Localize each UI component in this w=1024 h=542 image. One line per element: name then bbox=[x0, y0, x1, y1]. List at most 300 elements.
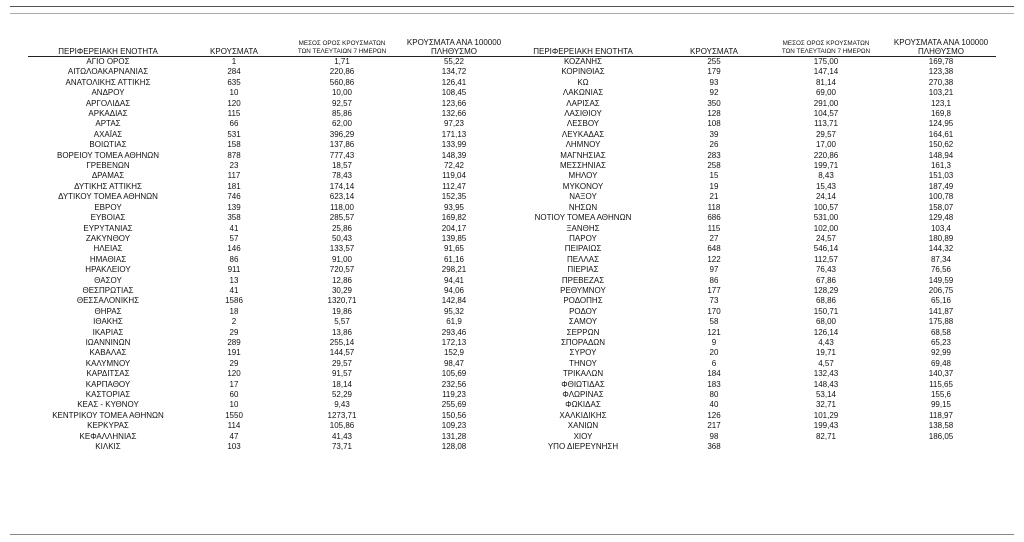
cell-avg7: 112,57 bbox=[814, 254, 838, 264]
cell-cases: 66 bbox=[229, 119, 239, 129]
cell-cases: 115 bbox=[227, 109, 241, 119]
cell-region: ΚΟΡΙΝΘΙΑΣ bbox=[561, 67, 605, 77]
cell-cases: 170 bbox=[707, 306, 721, 316]
cell-per100k: 169,78 bbox=[928, 57, 954, 66]
cell-region: ΕΥΡΥΤΑΝΙΑΣ bbox=[83, 223, 133, 233]
table-row bbox=[28, 328, 504, 338]
cell-region: ΕΥΒΟΙΑΣ bbox=[90, 213, 126, 223]
table-row bbox=[504, 151, 996, 161]
cell-per100k: 131,28 bbox=[441, 431, 467, 441]
cell-cases: 41 bbox=[229, 285, 239, 295]
table-row bbox=[28, 307, 504, 317]
table-row bbox=[28, 213, 504, 223]
cell-per100k: 151,03 bbox=[928, 171, 954, 181]
header-region: ΠΕΡΙΦΕΡΕΙΑΚΗ ΕΝΟΤΗΤΑ bbox=[28, 38, 188, 57]
cell-avg7: 82,71 bbox=[815, 431, 837, 441]
table-row bbox=[28, 67, 504, 77]
cell-region: ΚΑΣΤΟΡΙΑΣ bbox=[85, 390, 131, 399]
cell-per100k: 108,45 bbox=[441, 88, 467, 98]
cell-per100k: 91,65 bbox=[443, 244, 465, 254]
header-per100k: ΚΡΟΥΣΜΑΤΑ ΑΝΑ 100000 ΠΛΗΘΥΣΜΟ bbox=[404, 38, 504, 57]
table-row bbox=[504, 109, 996, 119]
header-cases: ΚΡΟΥΣΜΑΤΑ bbox=[188, 38, 280, 57]
cell-per100k: 87,34 bbox=[930, 254, 952, 264]
table-row bbox=[504, 192, 996, 202]
cell-region: ΣΕΡΡΩΝ bbox=[566, 327, 600, 337]
table-row bbox=[504, 130, 996, 140]
cell-cases: 284 bbox=[227, 67, 241, 77]
cell-avg7: 199,43 bbox=[813, 421, 839, 431]
cell-avg7: 1,71 bbox=[334, 57, 350, 66]
cell-per100k: 92,99 bbox=[930, 348, 952, 358]
table-row bbox=[28, 265, 504, 275]
cell-region: ΛΗΜΝΟΥ bbox=[565, 140, 601, 150]
table-row bbox=[28, 224, 504, 234]
cell-avg7: 720,57 bbox=[329, 265, 355, 275]
cell-region: ΧΑΛΚΙΔΙΚΗΣ bbox=[559, 410, 607, 420]
cell-cases: 128 bbox=[707, 109, 721, 119]
cell-per100k: 298,21 bbox=[441, 265, 467, 275]
header-avg7: ΜΕΣΟΣ ΟΡΟΣ ΚΡΟΥΣΜΑΤΩΝ ΤΩΝ ΤΕΛΕΥΤΑΙΩΝ 7 ΗΜΕΡΩΝ bbox=[766, 38, 886, 57]
cell-per100k: 134,72 bbox=[441, 67, 467, 77]
cell-cases: 19 bbox=[709, 181, 719, 191]
cell-per100k: 142,84 bbox=[441, 296, 467, 306]
cell-cases: 139 bbox=[227, 202, 241, 212]
cell-avg7: 396,29 bbox=[329, 129, 355, 139]
cell-cases: 80 bbox=[709, 390, 719, 399]
cell-per100k: 99,15 bbox=[930, 400, 952, 410]
table-row bbox=[28, 203, 504, 213]
cell-avg7: 24,14 bbox=[815, 192, 837, 202]
cell-cases: 27 bbox=[709, 233, 719, 243]
table-row bbox=[28, 244, 504, 254]
cell-avg7: 81,14 bbox=[815, 77, 837, 87]
cell-region: ΘΕΣΠΡΩΤΙΑΣ bbox=[82, 285, 134, 295]
cell-per100k: 150,56 bbox=[441, 410, 467, 420]
cell-cases: 635 bbox=[227, 77, 241, 87]
cell-per100k: 155,6 bbox=[930, 390, 952, 399]
cell-region: ΚΑΒΑΛΑΣ bbox=[89, 348, 127, 358]
cell-avg7: 91,57 bbox=[331, 369, 353, 379]
cell-region: ΧΙΟΥ bbox=[573, 431, 593, 441]
cell-per100k: 94,41 bbox=[443, 275, 465, 285]
cell-avg7: 85,86 bbox=[331, 109, 353, 119]
cell-avg7: 25,86 bbox=[331, 223, 353, 233]
cell-avg7: 13,86 bbox=[331, 327, 353, 337]
cell-per100k: 76,56 bbox=[930, 265, 952, 275]
table-row bbox=[28, 161, 504, 171]
header-cases: ΚΡΟΥΣΜΑΤΑ bbox=[662, 38, 766, 57]
cell-avg7: 113,71 bbox=[814, 119, 838, 129]
table-row bbox=[28, 182, 504, 192]
cell-region: ΑΡΚΑΔΙΑΣ bbox=[88, 109, 128, 119]
cell-per100k: 109,23 bbox=[441, 421, 467, 431]
cell-avg7: 19,71 bbox=[815, 348, 837, 358]
cell-region: ΤΡΙΚΑΛΩΝ bbox=[562, 369, 604, 379]
cell-avg7: 8,43 bbox=[818, 171, 834, 181]
cell-region: ΑΡΤΑΣ bbox=[95, 119, 121, 129]
cell-avg7: 12,86 bbox=[331, 275, 353, 285]
cell-per100k: 65,23 bbox=[930, 337, 952, 347]
table-row bbox=[504, 359, 996, 369]
table-row bbox=[504, 390, 996, 400]
cell-cases: 120 bbox=[227, 98, 241, 108]
cell-avg7: 4,57 bbox=[818, 358, 834, 368]
cell-region: ΔΡΑΜΑΣ bbox=[91, 171, 125, 181]
cell-cases: 258 bbox=[707, 161, 721, 171]
cell-region: ΒΟΡΕΙΟΥ ΤΟΜΕΑ ΑΘΗΝΩΝ bbox=[56, 150, 160, 160]
cell-per100k: 255,69 bbox=[441, 400, 467, 410]
cell-region: ΠΑΡΟΥ bbox=[569, 233, 597, 243]
cell-avg7: 50,43 bbox=[331, 233, 353, 243]
cell-avg7: 4,43 bbox=[818, 337, 834, 347]
table-row bbox=[28, 99, 504, 109]
cell-avg7: 560,86 bbox=[329, 77, 355, 87]
cell-region: ΡΟΔΟΠΗΣ bbox=[563, 296, 603, 306]
cell-avg7: 67,86 bbox=[815, 275, 837, 285]
cell-region: ΚΕΡΚΥΡΑΣ bbox=[87, 421, 129, 431]
cases-tables bbox=[28, 38, 996, 452]
cell-region: ΦΩΚΙΔΑΣ bbox=[565, 400, 601, 410]
cell-per100k: 186,05 bbox=[928, 431, 954, 441]
cell-region: ΚΕΝΤΡΙΚΟΥ ΤΟΜΕΑ ΑΘΗΝΩΝ bbox=[52, 410, 164, 420]
cell-per100k: 171,13 bbox=[441, 129, 467, 139]
right-table-body bbox=[504, 57, 996, 453]
cell-cases: 648 bbox=[707, 244, 721, 254]
cell-cases: 191 bbox=[227, 348, 241, 358]
cell-avg7: 105,86 bbox=[329, 421, 355, 431]
cell-cases: 146 bbox=[227, 244, 241, 254]
cell-region: ΣΠΟΡΑΔΩΝ bbox=[560, 337, 606, 347]
table-row bbox=[28, 296, 504, 306]
cell-cases: 181 bbox=[227, 181, 241, 191]
cell-cases: 47 bbox=[229, 431, 239, 441]
cell-cases: 255 bbox=[707, 57, 721, 66]
cell-per100k: 140,37 bbox=[928, 369, 954, 379]
cell-avg7: 76,43 bbox=[815, 265, 837, 275]
cell-avg7: 220,86 bbox=[329, 67, 355, 77]
cell-avg7: 30,29 bbox=[331, 285, 353, 295]
cell-avg7: 53,14 bbox=[815, 390, 837, 399]
cell-avg7: 150,71 bbox=[813, 306, 839, 316]
cell-avg7: 285,57 bbox=[329, 213, 355, 223]
cell-per100k: 65,16 bbox=[930, 296, 952, 306]
cell-cases: 10 bbox=[229, 88, 239, 98]
cell-cases: 86 bbox=[229, 254, 239, 264]
table-row bbox=[28, 380, 504, 390]
cell-region: ΛΑΡΙΣΑΣ bbox=[566, 98, 600, 108]
table-row bbox=[28, 192, 504, 202]
cell-region: ΜΑΓΝΗΣΙΑΣ bbox=[560, 150, 606, 160]
cell-per100k: 152,9 bbox=[443, 348, 465, 358]
cell-per100k: 124,95 bbox=[928, 119, 954, 129]
cell-region: ΑΧΑΪΑΣ bbox=[93, 129, 123, 139]
cell-avg7: 68,86 bbox=[815, 296, 837, 306]
table-row bbox=[28, 286, 504, 296]
cell-cases: 118 bbox=[707, 202, 721, 212]
table-row bbox=[504, 286, 996, 296]
table-row bbox=[504, 224, 996, 234]
table-row bbox=[504, 400, 996, 410]
cell-avg7: 17,00 bbox=[815, 140, 837, 150]
cell-region: ΣΑΜΟΥ bbox=[568, 317, 598, 327]
cell-cases: 13 bbox=[229, 275, 239, 285]
cell-region: ΔΥΤΙΚΟΥ ΤΟΜΕΑ ΑΘΗΝΩΝ bbox=[58, 192, 158, 202]
table-row bbox=[504, 67, 996, 77]
cell-avg7: 777,43 bbox=[329, 150, 355, 160]
cell-region: ΒΟΙΩΤΙΑΣ bbox=[89, 140, 127, 150]
cell-region: ΤΗΝΟΥ bbox=[569, 358, 597, 368]
table-row bbox=[504, 234, 996, 244]
cell-cases: 29 bbox=[229, 358, 239, 368]
cell-per100k: 169,82 bbox=[441, 213, 467, 223]
cell-per100k: 148,39 bbox=[441, 150, 467, 160]
cell-region: ΑΝΔΡΟΥ bbox=[91, 88, 125, 98]
table-row bbox=[28, 78, 504, 88]
cell-avg7: 126,14 bbox=[813, 327, 839, 337]
cell-avg7: 91,00 bbox=[331, 254, 353, 264]
cell-cases: 40 bbox=[709, 400, 719, 410]
cell-region: ΛΕΣΒΟΥ bbox=[566, 119, 600, 129]
cell-avg7: 148,43 bbox=[813, 379, 839, 389]
cell-avg7 bbox=[766, 442, 886, 452]
cell-avg7: 73,71 bbox=[331, 442, 353, 452]
table-row bbox=[504, 244, 996, 254]
cell-avg7: 531,00 bbox=[813, 213, 839, 223]
cell-cases: 9 bbox=[711, 337, 717, 347]
cell-per100k: 103,21 bbox=[928, 88, 954, 98]
cell-avg7: 15,43 bbox=[815, 181, 837, 191]
cell-region: ΚΙΛΚΙΣ bbox=[95, 442, 121, 452]
cell-region: ΦΛΩΡΙΝΑΣ bbox=[562, 390, 604, 399]
cell-avg7: 18,14 bbox=[331, 379, 353, 389]
table-row bbox=[28, 317, 504, 327]
cell-per100k: 126,41 bbox=[441, 77, 467, 87]
cell-region: ΜΗΛΟΥ bbox=[568, 171, 598, 181]
cell-per100k: 187,49 bbox=[928, 181, 954, 191]
cell-avg7: 78,43 bbox=[331, 171, 353, 181]
cell-cases: 2 bbox=[231, 317, 237, 327]
cell-region: ΑΡΓΟΛΙΔΑΣ bbox=[85, 98, 131, 108]
table-row bbox=[504, 57, 996, 68]
cell-region: ΘΑΣΟΥ bbox=[94, 275, 122, 285]
right-header-row bbox=[504, 38, 996, 57]
cell-region: ΚΑΛΥΜΝΟΥ bbox=[85, 358, 131, 368]
cell-region: ΗΡΑΚΛΕΙΟΥ bbox=[85, 265, 131, 275]
cell-cases: 1586 bbox=[225, 296, 243, 306]
cell-region: ΘΗΡΑΣ bbox=[94, 306, 122, 316]
cell-cases: 41 bbox=[229, 223, 239, 233]
cell-region: ΠΙΕΡΙΑΣ bbox=[567, 265, 599, 275]
cell-avg7: 41,43 bbox=[331, 431, 353, 441]
cell-avg7: 220,86 bbox=[813, 150, 839, 160]
table-row bbox=[28, 234, 504, 244]
cell-per100k: 100,78 bbox=[928, 192, 954, 202]
cell-region: ΡΟΔΟΥ bbox=[569, 306, 597, 316]
cell-avg7: 32,71 bbox=[815, 400, 837, 410]
cell-region: ΠΡΕΒΕΖΑΣ bbox=[561, 275, 605, 285]
table-row bbox=[504, 78, 996, 88]
cell-avg7: 174,14 bbox=[329, 181, 355, 191]
table-row bbox=[504, 411, 996, 421]
cell-per100k: 129,48 bbox=[928, 213, 954, 223]
cell-avg7: 255,14 bbox=[329, 337, 355, 347]
table-row bbox=[28, 442, 504, 452]
table-row bbox=[504, 140, 996, 150]
cell-per100k: 119,23 bbox=[442, 390, 466, 399]
cell-cases: 183 bbox=[707, 379, 721, 389]
cell-per100k: 164,61 bbox=[928, 129, 954, 139]
table-row bbox=[504, 99, 996, 109]
cell-per100k bbox=[886, 442, 996, 452]
cell-per100k: 161,3 bbox=[930, 161, 952, 171]
cell-cases: 57 bbox=[229, 233, 239, 243]
cell-region: ΞΑΝΘΗΣ bbox=[566, 223, 600, 233]
table-row bbox=[28, 338, 504, 348]
cell-per100k: 128,08 bbox=[441, 442, 467, 452]
cell-per100k: 103,4 bbox=[930, 223, 952, 233]
cell-avg7: 92,57 bbox=[331, 98, 353, 108]
cell-per100k: 172,13 bbox=[441, 337, 467, 347]
cell-cases: 177 bbox=[707, 285, 721, 295]
cell-cases: 179 bbox=[707, 67, 721, 77]
header-region: ΠΕΡΙΦΕΡΕΙΑΚΗ ΕΝΟΤΗΤΑ bbox=[504, 38, 662, 57]
table-row bbox=[28, 119, 504, 129]
cell-cases: 117 bbox=[227, 171, 241, 181]
table-row bbox=[28, 151, 504, 161]
cell-avg7: 29,57 bbox=[331, 358, 353, 368]
cell-region: ΠΕΙΡΑΙΩΣ bbox=[564, 244, 602, 254]
cell-cases: 120 bbox=[227, 369, 241, 379]
cell-per100k: 94,06 bbox=[443, 285, 465, 295]
cell-per100k: 149,59 bbox=[928, 275, 954, 285]
cell-cases: 86 bbox=[709, 275, 719, 285]
cell-per100k: 105,69 bbox=[441, 369, 467, 379]
cell-avg7: 62,00 bbox=[331, 119, 353, 129]
table-row bbox=[504, 255, 996, 265]
table-row bbox=[504, 276, 996, 286]
table-row bbox=[28, 130, 504, 140]
cell-avg7: 104,57 bbox=[813, 109, 839, 119]
cell-avg7: 101,29 bbox=[813, 410, 839, 420]
table-row bbox=[28, 359, 504, 369]
header-per100k: ΚΡΟΥΣΜΑΤΑ ΑΝΑ 100000 ΠΛΗΘΥΣΜΟ bbox=[886, 38, 996, 57]
cell-region: ΚΩ bbox=[577, 77, 589, 87]
table-row bbox=[504, 119, 996, 129]
cell-cases: 60 bbox=[229, 390, 239, 399]
cell-region: ΝΟΤΙΟΥ ΤΟΜΕΑ ΑΘΗΝΩΝ bbox=[534, 213, 632, 223]
cell-avg7: 9,43 bbox=[334, 400, 350, 410]
cell-avg7: 100,57 bbox=[813, 202, 839, 212]
cell-cases: 93 bbox=[709, 77, 719, 87]
cell-avg7: 69,00 bbox=[815, 88, 837, 98]
cell-per100k: 69,48 bbox=[930, 358, 952, 368]
cell-per100k: 232,56 bbox=[441, 379, 467, 389]
cell-per100k: 119,04 bbox=[442, 171, 466, 181]
cell-avg7: 10,00 bbox=[331, 88, 353, 98]
left-header-row bbox=[28, 38, 504, 57]
table-row bbox=[504, 432, 996, 442]
cell-per100k: 118,97 bbox=[929, 410, 953, 420]
table-row bbox=[504, 348, 996, 358]
cell-avg7: 29,57 bbox=[815, 129, 837, 139]
table-row bbox=[28, 421, 504, 431]
table-row bbox=[28, 276, 504, 286]
table-row bbox=[28, 400, 504, 410]
cell-per100k: 204,17 bbox=[441, 223, 467, 233]
left-table bbox=[28, 38, 504, 452]
table-row bbox=[504, 203, 996, 213]
right-table bbox=[504, 38, 996, 452]
cell-per100k: 93,95 bbox=[443, 202, 465, 212]
table-row bbox=[28, 432, 504, 442]
cell-per100k: 169,8 bbox=[930, 109, 952, 119]
cell-per100k: 180,89 bbox=[928, 233, 954, 243]
cell-avg7: 1273,71 bbox=[327, 410, 357, 420]
cell-per100k: 138,58 bbox=[928, 421, 954, 431]
cell-cases: 121 bbox=[707, 327, 721, 337]
cell-avg7: 137,86 bbox=[329, 140, 355, 150]
table-row bbox=[28, 411, 504, 421]
cell-region: ΚΑΡΠΑΘΟΥ bbox=[85, 379, 131, 389]
table-row bbox=[504, 369, 996, 379]
table-row bbox=[504, 328, 996, 338]
cell-region: ΕΒΡΟΥ bbox=[94, 202, 122, 212]
cell-per100k: 112,47 bbox=[442, 181, 466, 191]
cell-per100k: 55,22 bbox=[443, 57, 465, 66]
cell-cases: 97 bbox=[709, 265, 719, 275]
cell-region: ΠΕΛΛΑΣ bbox=[566, 254, 600, 264]
cell-cases: 58 bbox=[709, 317, 719, 327]
cell-avg7: 18,57 bbox=[331, 161, 353, 171]
table-row bbox=[504, 442, 996, 452]
table-row bbox=[504, 265, 996, 275]
cell-region: ΥΠΟ ΔΙΕΡΕΥΝΗΣΗ bbox=[547, 442, 619, 452]
cell-region: ΛΑΚΩΝΙΑΣ bbox=[562, 88, 604, 98]
cell-cases: 1 bbox=[231, 57, 237, 66]
table-row bbox=[28, 171, 504, 181]
cell-cases: 29 bbox=[229, 327, 239, 337]
cell-per100k: 97,23 bbox=[443, 119, 465, 129]
cell-per100k: 206,75 bbox=[928, 285, 954, 295]
cell-avg7: 199,71 bbox=[813, 161, 839, 171]
table-row bbox=[504, 296, 996, 306]
top-rule-secondary bbox=[10, 13, 1014, 14]
cell-avg7: 132,43 bbox=[813, 369, 839, 379]
bottom-rule bbox=[10, 534, 1014, 535]
cell-region: ΚΑΡΔΙΤΣΑΣ bbox=[86, 369, 130, 379]
cell-avg7: 133,57 bbox=[329, 244, 355, 254]
cell-per100k: 141,87 bbox=[928, 306, 954, 316]
cell-avg7: 147,14 bbox=[813, 67, 839, 77]
cell-cases: 10 bbox=[229, 400, 239, 410]
cell-cases: 217 bbox=[707, 421, 721, 431]
cell-region: ΔΥΤΙΚΗΣ ΑΤΤΙΚΗΣ bbox=[74, 181, 142, 191]
cell-per100k: 150,62 bbox=[928, 140, 954, 150]
cell-cases: 18 bbox=[229, 306, 239, 316]
cell-avg7: 5,57 bbox=[334, 317, 350, 327]
cell-cases: 115 bbox=[707, 223, 721, 233]
cell-region: ΗΜΑΘΙΑΣ bbox=[89, 254, 127, 264]
cell-per100k: 133,99 bbox=[441, 140, 467, 150]
cell-region: ΑΙΤΩΛΟΑΚΑΡΝΑΝΙΑΣ bbox=[67, 67, 149, 77]
cell-per100k: 123,66 bbox=[441, 98, 467, 108]
cell-cases: 878 bbox=[227, 150, 241, 160]
table-row bbox=[504, 317, 996, 327]
table-row bbox=[28, 109, 504, 119]
table-row bbox=[28, 140, 504, 150]
cell-region: ΚΕΦΑΛΛΗΝΙΑΣ bbox=[79, 431, 137, 441]
